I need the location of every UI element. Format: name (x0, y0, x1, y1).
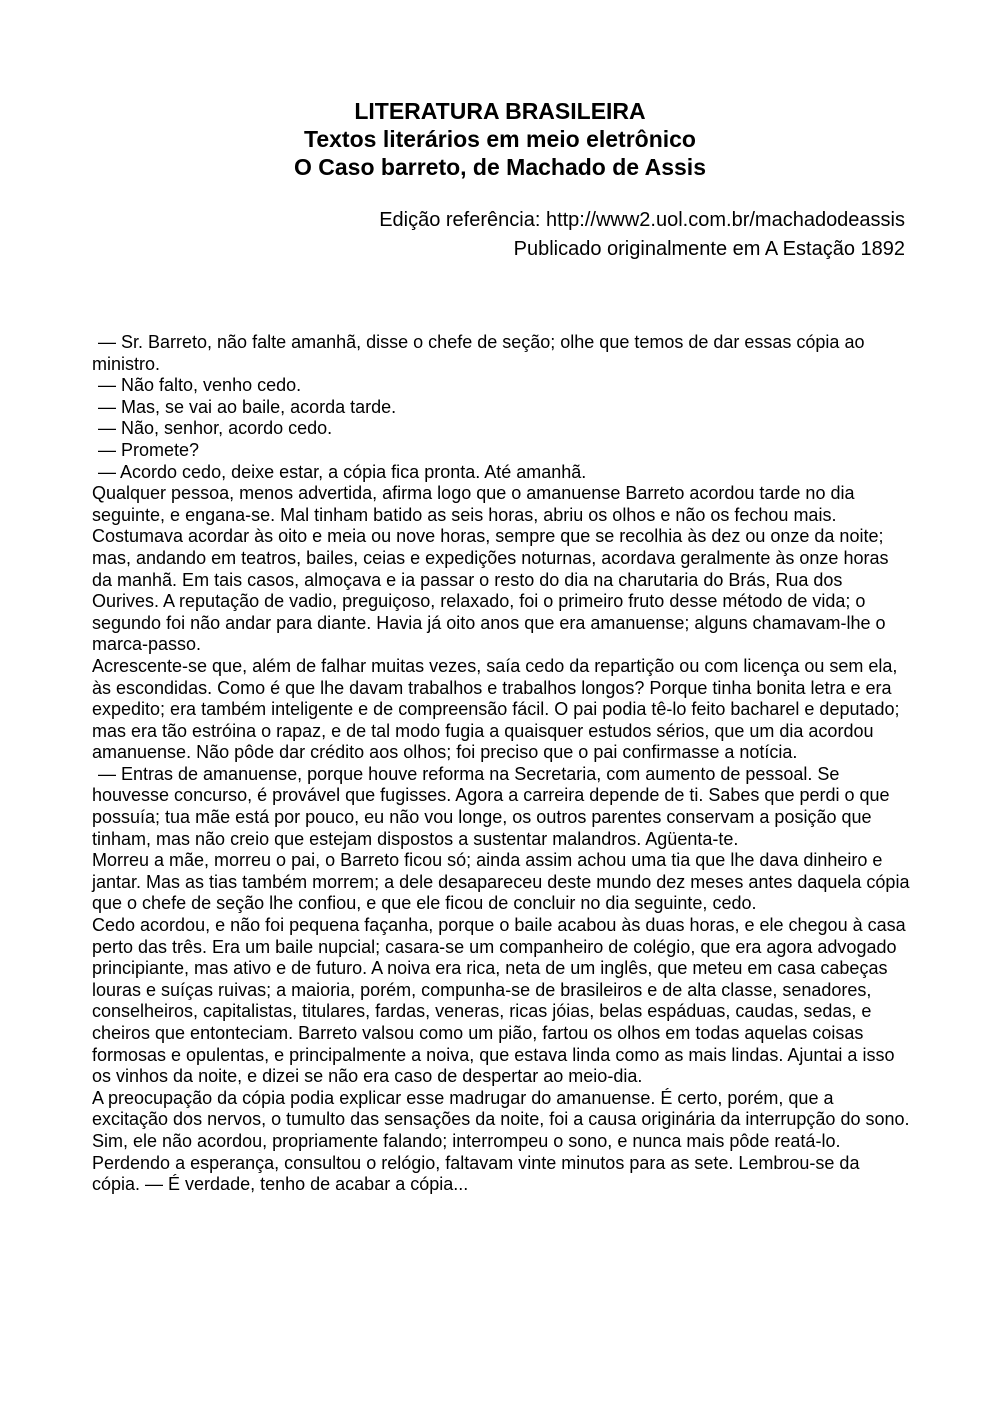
story-paragraph: Cedo acordou, e não foi pequena façanha, porque o baile acabou às duas horas, e ele chegou à casa perto das três. Era um baile nupcial; casara-se um companheiro de colégio, que era agora advogado principiante, mas ativo e de futuro. A noiva era rica, neta de um inglês, que meteu em casa cabeças louras e suíças ruivas; a maioria, porém, compunha-se de brasileiros e de alta classe, senadores, conselheiros, capitalistas, titulares, fardas, veneras, ricas jóias, belas espáduas, caudas, sedas, e cheiros que entonteciam. Barreto valsou como um pião, fartou os olhos em todas aquelas coisas formosas e opulentas, e principalmente a noiva, que estava linda como as mais lindas. Ajuntai a isso os vinhos da noite, e dizei se não era caso de despertar ao meio-dia. (92, 915, 906, 1087)
story-paragraph: — Entras de amanuense, porque houve reforma na Secretaria, com aumento de pessoal. Se houvesse concurso, é provável que fugisses. Agora a carreira depende de ti. Sabes que perdi o que possuía; tua mãe está por pouco, eu não vou longe, os outros parentes conservam a posição que tinham, mas não creio que estejam dispostos a sustentar malandros. Agüenta-te. (92, 763, 890, 849)
title-line-main: LITERATURA BRASILEIRA (354, 98, 646, 124)
story-paragraph: — Não falto, venho cedo. (98, 375, 302, 396)
story-paragraph: Acrescente-se que, além de falhar muitas vezes, saía cedo da repartição ou com licença ou sem ela, às escondidas. Como é que lhe davam trabalhos e trabalhos longos? Porque tinha bonita letra e era expedito; era também inteligente e de compreensão fácil. O pai podia tê-lo feito bacharel e deputado; mas era tão estróina o rapaz, e de tal modo fugia a quaisquer estudos sérios, que um dia acordou amanuense. Não pôde dar crédito aos olhos; foi preciso que o pai confirmasse a notícia. (92, 655, 900, 763)
reference-block (92, 206, 905, 264)
story-paragraph: — Promete? (98, 439, 200, 460)
story-paragraph: — Sr. Barreto, não falte amanhã, disse o chefe de seção; olhe que temos de dar essas cópia ao ministro. (92, 332, 865, 374)
reference-publication-line: Publicado originalmente em A Estação 1892 (513, 238, 905, 260)
reference-edition-line: Edição referência: http://www2.uol.com.br/machadodeassis (379, 209, 905, 231)
story-text (92, 332, 912, 1196)
document-title-block (92, 0, 908, 181)
story-paragraph: Qualquer pessoa, menos advertida, afirma logo que o amanuense Barreto acordou tarde no dia seguinte, e engana-se. Mal tinham batido as seis horas, abriu os olhos e não os fechou mais. Costumava acordar às oito e meia ou nove horas, sempre que se recolhia às dez ou onze da noite; mas, andando em teatros, bailes, ceias e expedições noturnas, acordava geralmente às onze horas da manhã. Em tais casos, almoçava e ia passar o resto do dia na charutaria do Brás, Rua dos Ourives. A reputação de vadio, preguiçoso, relaxado, foi o primeiro fruto desse método de vida; o segundo foi não andar para diante. Havia já oito anos que era amanuense; alguns chamavam-lhe o marca-passo. (92, 483, 889, 655)
story-paragraph: — Mas, se vai ao baile, acorda tarde. (98, 396, 397, 417)
title-line-subtitle: Textos literários em meio eletrônico (304, 126, 696, 152)
story-paragraph: A preocupação da cópia podia explicar esse madrugar do amanuense. É certo, porém, que a excitação dos nervos, o tumulto das sensações da noite, foi a causa originária da interrupção do sono. Sim, ele não acordou, propriamente falando; interrompeu o sono, e nunca mais pôde reatá-lo. Perdendo a esperança, consultou o relógio, faltavam vinte minutos para as sete. Lembrou-se da cópia. — É verdade, tenho de acabar a cópia... (92, 1087, 910, 1195)
story-paragraph: Morreu a mãe, morreu o pai, o Barreto ficou só; ainda assim achou uma tia que lhe dava dinheiro e jantar. Mas as tias também morrem; a dele desapareceu deste mundo dez meses antes daquela cópia que o chefe de seção lhe confiou, e que ele ficou de concluir no dia seguinte, cedo. (92, 850, 910, 914)
story-paragraph: — Não, senhor, acordo cedo. (98, 418, 333, 439)
story-paragraph: — Acordo cedo, deixe estar, a cópia fica pronta. Até amanhã. (98, 461, 587, 482)
title-line-work: O Caso barreto, de Machado de Assis (294, 154, 706, 180)
